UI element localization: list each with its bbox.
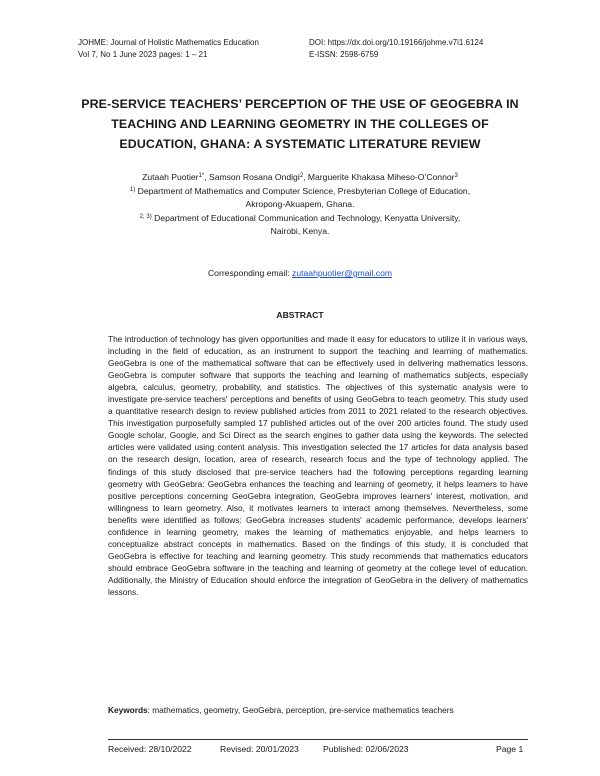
volume-issue: Vol 7, No 1 June 2023 pages: 1 – 21 [78,50,208,59]
received-date: Received: 28/10/2022 [108,744,192,754]
revised-date: Revised: 20/01/2023 [220,744,299,754]
author-1-mark: 1* [198,173,205,179]
author-block [60,171,540,239]
corresponding-label: Corresponding email: [207,268,293,278]
keywords-label: Keywords [108,705,148,715]
author-2-mark: 2 [299,173,304,179]
header-right [309,37,483,61]
header-left [78,37,259,61]
affiliation-2: $^{2, 3)}$ Department of Educational Communication and Technology, Kenyatta University, [139,212,461,223]
author-3-mark: 3 [454,173,458,179]
affiliation-2-cont: Nairobi, Kenya. [270,226,330,236]
affiliation-1-cont: Akropong-Akuapem, Ghana. [245,199,355,209]
footer-divider [108,739,528,740]
author-2: Samson Rosana Ondigi [208,172,300,182]
doi: DOI: https://dx.doi.org/10.19166/johme.v7i1.6124 [309,38,484,47]
title-line: EDUCATION, GHANA: A SYSTEMATIC LITERATURE REVIEW [119,137,481,151]
title-line: TEACHING AND LEARNING GEOMETRY IN THE COLLEGES OF [111,117,489,131]
corresponding-email [60,267,540,279]
page-number: Page 1 [496,744,524,754]
paper-title [60,94,540,154]
eissn: E-ISSN: 2598-6759 [309,50,379,59]
abstract-body: The introduction of technology has given opportunities and made it easy for educators to utilize it in various ways, including in the field of education, as an instrument to support the teaching and learning of mathematics. GeoGebra is one of the mathematical software that can be effectively used in delivering mathematics lessons. GeoGebra is computer software that supports the teaching and learning of mathematics subjects, especially algebra, calculus, geometry, probability, and statistics. The objectives of this systematic analysis were to investigate pre-service teachers' perceptions and benefits of using GeoGebra to teach geometry. This study used a quantitative research design to review published articles from 2011 to 2021 related to the research objectives. This investigation purposefully sampled 17 published articles out of the over 200 articles found. The study used Google scholar, Google, and Sci Direct as the search engines to gather data using the keywords. The selected articles were validated using content analysis. This investigation selected the 17 articles for data analysis based on the research design, location, area of research, research focus and the type of technology applied. The findings of this study disclosed that pre-service teachers had the following perceptions regarding learning geometry with GeoGebra: GeoGebra enhances the teaching and learning of geometry, it helps learners to have positive perceptions concerning GeoGebra integration, GeoGebra improves learners' interest, motivation, and willingness to learn geometry. Also, it motivates learners to interact among themselves. Nevertheless, some benefits were identified as follows: GeoGebra increases students' academic performance, develops learners' confidence in learning geometry, makes the learning of mathematics enjoyable, and helps learners to conceptualize abstract concepts in mathematics. Based on the findings of this study, it is concluded that GeoGebra is effective for teaching and learning geometry. This study recommends that mathematics educators should embrace GeoGebra software in the teaching and learning of geometry at the college level of education. Additionally, the Ministry of Education should enforce the integration of GeoGebra in the delivery of mathematics lessons. [108,334,528,597]
abstract-heading: ABSTRACT [276,310,324,320]
journal-name: JOHME: Journal of Holistic Mathematics Education [78,38,259,47]
keywords-list: : mathematics, geometry, GeoGebra, perception, pre-service mathematics teachers [147,705,454,715]
published-date: Published: 02/06/2023 [323,744,409,754]
author-1: Zutaah Puotier [142,172,199,182]
email-link[interactable]: zutaahpuotier@gmail.com [292,268,393,278]
author-3: Marguerite Khakasa Miheso-O’Connor [307,172,455,182]
affiliation-1: $^{1)}$ Department of Mathematics and Computer Science, Presbyterian College of Education, [129,185,471,196]
author-names: Zutaah Puotier$^{1*}$, Samson Rosana Ondigi$^2$, Marguerite Khakasa Miheso-O’Connor$^3$ [142,172,458,182]
title-line: PRE-SERVICE TEACHERS’ PERCEPTION OF THE USE OF GEOGEBRA IN [81,97,519,111]
keywords [108,704,528,716]
